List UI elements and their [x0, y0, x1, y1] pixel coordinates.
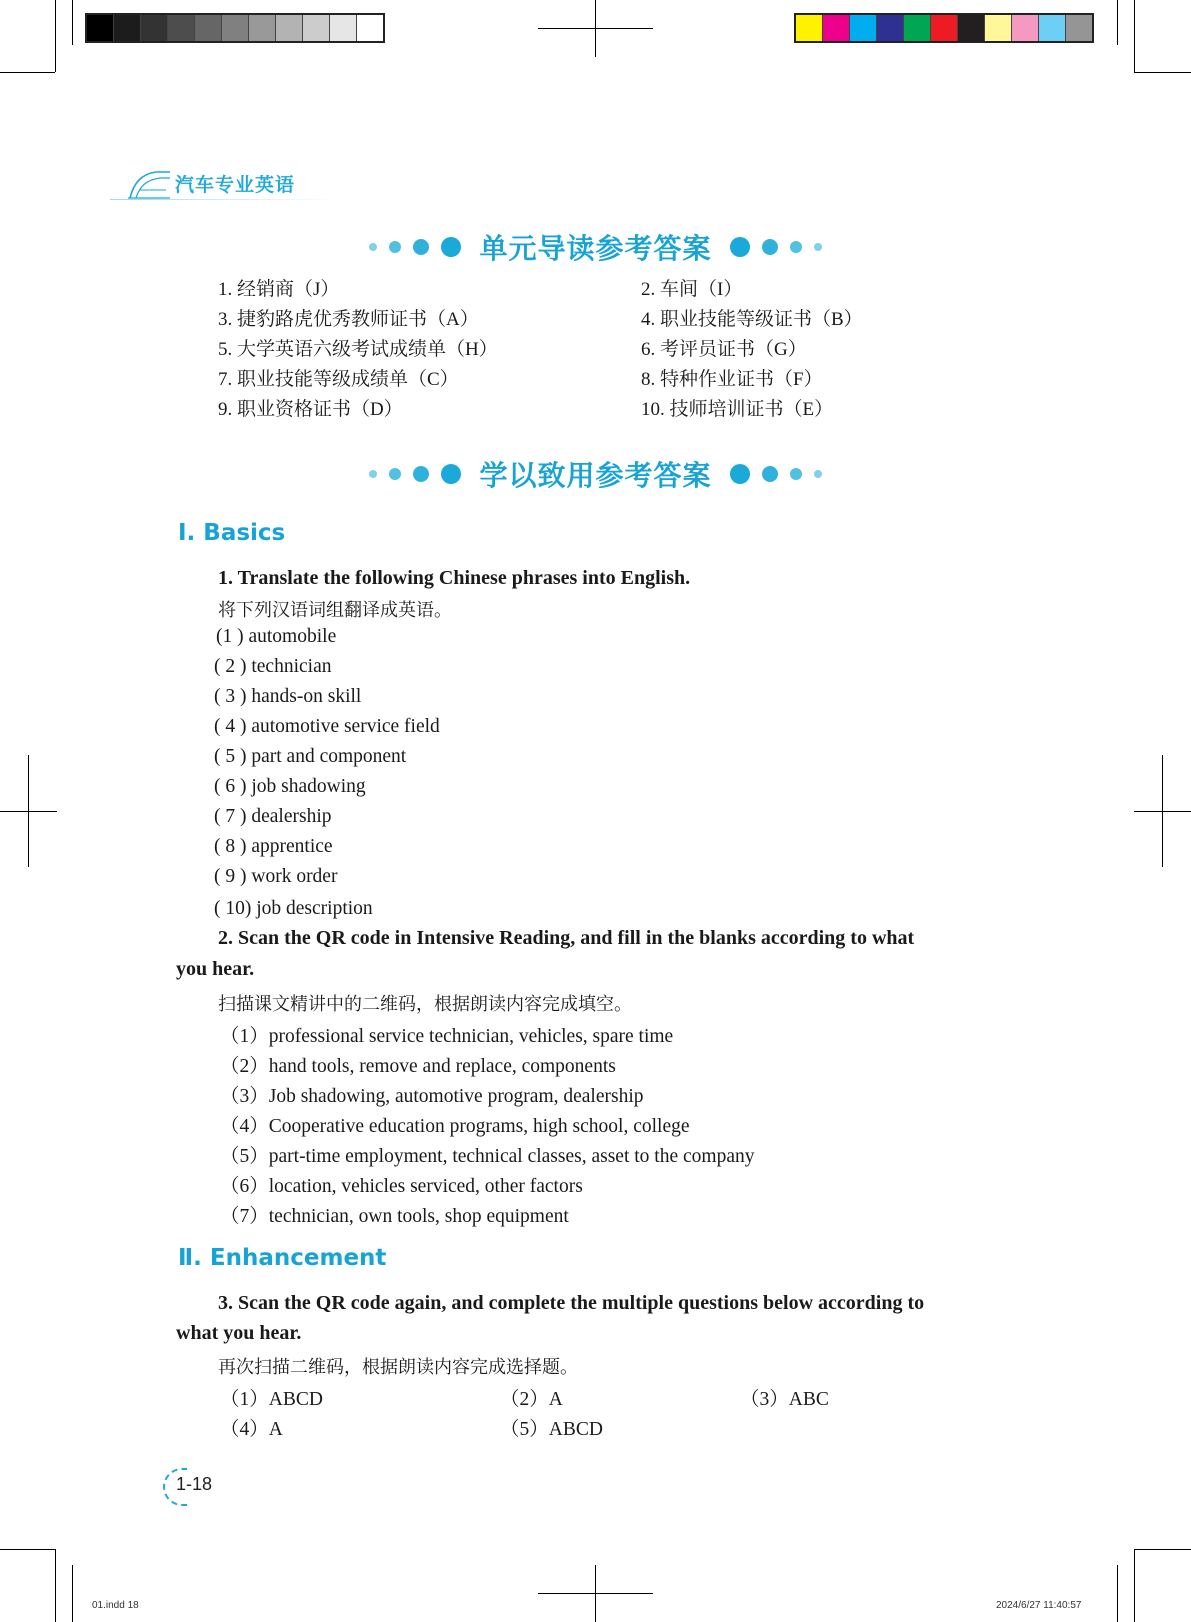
question-1-title: 1. Translate the following Chinese phrases into English. [218, 567, 691, 589]
answer-item: 5. 大学英语六级考试成绩单（H） [218, 339, 498, 360]
color-swatch [958, 15, 985, 41]
banner-dots-left [369, 237, 461, 257]
color-swatch [823, 15, 850, 41]
answer-item: 7. 职业技能等级成绩单（C） [218, 369, 459, 390]
question-3-title-cont: what you hear. [176, 1322, 302, 1344]
question-3-title: 3. Scan the QR code again, and complete the multiple questions below according to [218, 1292, 925, 1314]
fill-blank-item: （6）location, vehicles serviced, other factors [220, 1176, 583, 1197]
answer-item: 1. 经销商（J） [218, 279, 340, 300]
color-swatch [357, 15, 383, 41]
choice-answer: （1）ABCD [220, 1389, 323, 1410]
fill-blank-item: （3）Job shadowing, automotive program, dealership [220, 1086, 644, 1107]
answer-item: 2. 车间（I） [641, 279, 743, 300]
choice-answer: （3）ABC [740, 1389, 829, 1410]
banner-dots-right [730, 464, 822, 484]
color-swatch [141, 15, 168, 41]
color-swatch [276, 15, 303, 41]
color-swatch [1039, 15, 1066, 41]
color-swatch [195, 15, 222, 41]
section-title: 学以致用参考答案 [479, 459, 712, 492]
section-banner-unit-guide [0, 227, 1191, 267]
choice-answer: （5）ABCD [500, 1419, 603, 1440]
translation-item: ( 10) job description [214, 898, 373, 919]
answer-item: 4. 职业技能等级证书（B） [641, 309, 863, 330]
car-logo-icon [126, 168, 172, 202]
color-swatch [1012, 15, 1039, 41]
color-swatch [330, 15, 357, 41]
color-swatch [877, 15, 904, 41]
translation-item: ( 9 ) work order [214, 866, 338, 887]
fill-blank-item: （2）hand tools, remove and replace, components [220, 1056, 616, 1077]
fill-blank-item: （7）technician, own tools, shop equipment [220, 1206, 569, 1227]
answer-item: 8. 特种作业证书（F） [641, 369, 823, 390]
color-swatch [985, 15, 1012, 41]
cmyk-color-bar [794, 13, 1094, 43]
color-swatch [87, 15, 114, 41]
slug-timestamp: 2024/6/27 11:40:57 [996, 1600, 1082, 1611]
fill-blank-item: （4）Cooperative education programs, high school, college [220, 1116, 690, 1137]
color-swatch [303, 15, 330, 41]
color-swatch [931, 15, 958, 41]
answer-item: 6. 考评员证书（G） [641, 339, 807, 360]
section-title: 单元导读参考答案 [479, 232, 712, 265]
grayscale-color-bar [85, 13, 385, 43]
answer-item: 3. 捷豹路虎优秀教师证书（A） [218, 309, 479, 330]
slug-file-info: 01.indd 18 [92, 1600, 139, 1611]
color-swatch [850, 15, 877, 41]
basics-heading: Ⅰ. Basics [178, 520, 286, 546]
color-swatch [249, 15, 276, 41]
question-2-title: 2. Scan the QR code in Intensive Reading, and fill in the blanks according to what [218, 927, 915, 949]
color-swatch [222, 15, 249, 41]
banner-dots-left [369, 464, 461, 484]
section-banner-practice [0, 454, 1191, 494]
page-number: 1-18 [176, 1474, 213, 1494]
fill-blank-item: （5）part-time employment, technical classes, asset to the company [220, 1146, 755, 1167]
translation-item: ( 4 ) automotive service field [214, 716, 440, 737]
book-title: 汽车专业英语 [175, 174, 296, 196]
translation-item: ( 8 ) apprentice [214, 836, 333, 857]
color-swatch [904, 15, 931, 41]
question-2-instruction: 扫描课文精讲中的二维码，根据朗读内容完成填空。 [218, 994, 632, 1015]
translation-item: ( 2 ) technician [214, 656, 332, 677]
color-swatch [1066, 15, 1092, 41]
translation-item: ( 5 ) part and component [214, 746, 407, 767]
translation-item: (1 ) automobile [216, 626, 337, 647]
translation-item: ( 7 ) dealership [214, 806, 332, 827]
question-3-instruction: 再次扫描二维码，根据朗读内容完成选择题。 [218, 1357, 578, 1378]
translation-item: ( 6 ) job shadowing [214, 776, 366, 797]
color-swatch [168, 15, 195, 41]
fill-blank-item: （1）professional service technician, vehicles, spare time [220, 1026, 674, 1047]
header-rule [110, 199, 335, 200]
color-swatch [796, 15, 823, 41]
enhancement-heading: Ⅱ. Enhancement [178, 1245, 387, 1271]
answer-item: 9. 职业资格证书（D） [218, 399, 403, 420]
choice-answer: （4）A [220, 1419, 283, 1440]
color-swatch [114, 15, 141, 41]
choice-answer: （2）A [500, 1389, 563, 1410]
answer-item: 10. 技师培训证书（E） [641, 399, 834, 420]
translation-item: ( 3 ) hands-on skill [214, 686, 362, 707]
banner-dots-right [730, 237, 822, 257]
question-2-title-cont: you hear. [176, 958, 255, 980]
question-1-instruction: 将下列汉语词组翻译成英语。 [218, 600, 452, 621]
